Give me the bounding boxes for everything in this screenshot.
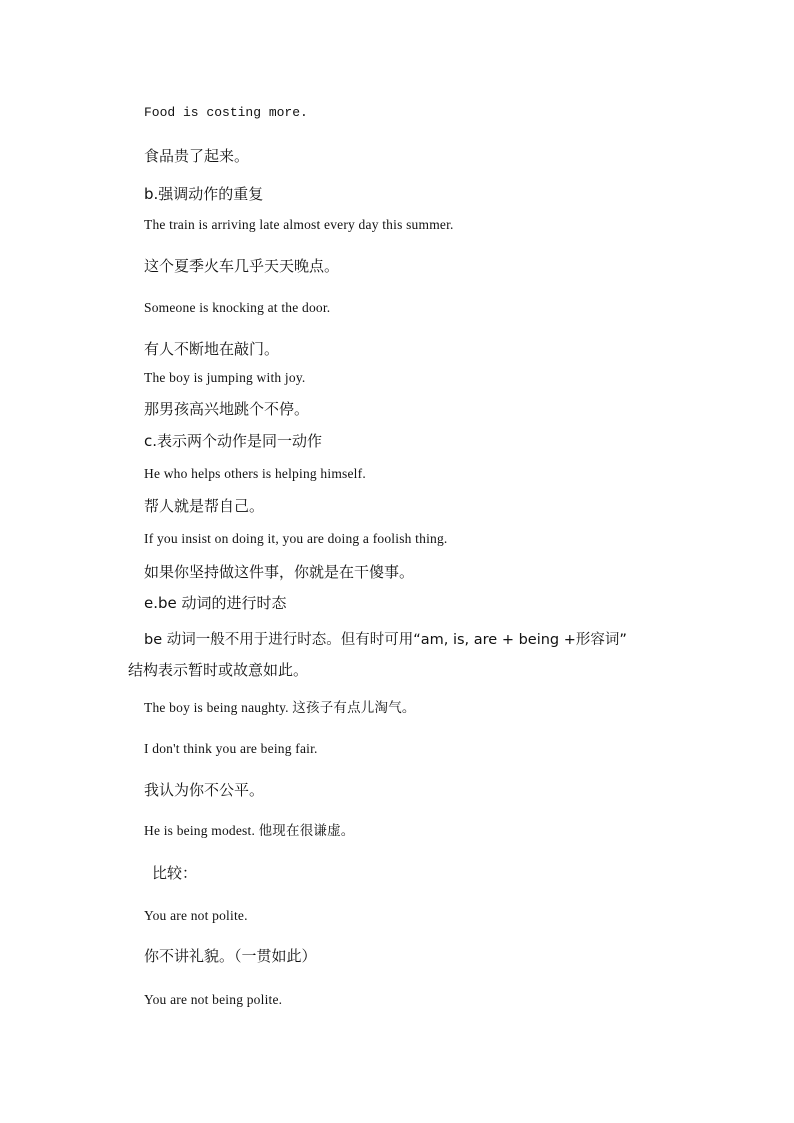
example-translation-chinese: 那男孩高兴地跳个不停。: [144, 400, 310, 418]
example-translation-chinese: 这个夏季火车几乎天天晚点。: [144, 257, 340, 275]
example-translation-chinese: 如果你坚持做这件事，你就是在干傻事。: [144, 563, 415, 581]
example-sentence-mixed: He is being modest. 他现在很谦虚。: [144, 823, 355, 838]
example-sentence-english: The boy is jumping with joy.: [144, 370, 306, 385]
comparison-label: 比较：: [152, 864, 198, 882]
example-sentence-english: I don't think you are being fair.: [144, 741, 318, 756]
section-heading-e: e.be 动词的进行时态: [144, 594, 287, 612]
example-translation-chinese: 帮人就是帮自己。: [144, 497, 265, 515]
example-sentence-english: You are not being polite.: [144, 992, 283, 1007]
explanation-text-continued: 结构表示暂时或故意如此。: [128, 661, 309, 679]
example-sentence-english: If you insist on doing it, you are doing a foolish thing.: [144, 531, 448, 546]
example-sentence-mixed: The boy is being naughty. 这孩子有点儿淘气。: [144, 700, 416, 715]
example-sentence-english: He who helps others is helping himself.: [144, 466, 366, 481]
example-translation-chinese: 你不讲礼貌。（一贯如此）: [144, 947, 317, 965]
example-translation-chinese: 有人不断地在敲门。: [144, 340, 280, 358]
example-translation-chinese: 我认为你不公平。: [144, 781, 265, 799]
example-sentence-english: Someone is knocking at the door.: [144, 300, 331, 315]
section-heading-b: b.强调动作的重复: [144, 185, 264, 203]
section-heading-c: c.表示两个动作是同一动作: [144, 432, 323, 450]
example-translation-chinese: 食品贵了起来。: [144, 147, 250, 165]
example-sentence-english: You are not polite.: [144, 908, 248, 923]
example-sentence-english: Food is costing more.: [144, 105, 308, 120]
explanation-text: be 动词一般不用于进行时态。但有时可用“am, is, are + being +形容词”: [144, 632, 627, 648]
example-sentence-english: The train is arriving late almost every day this summer.: [144, 217, 454, 232]
